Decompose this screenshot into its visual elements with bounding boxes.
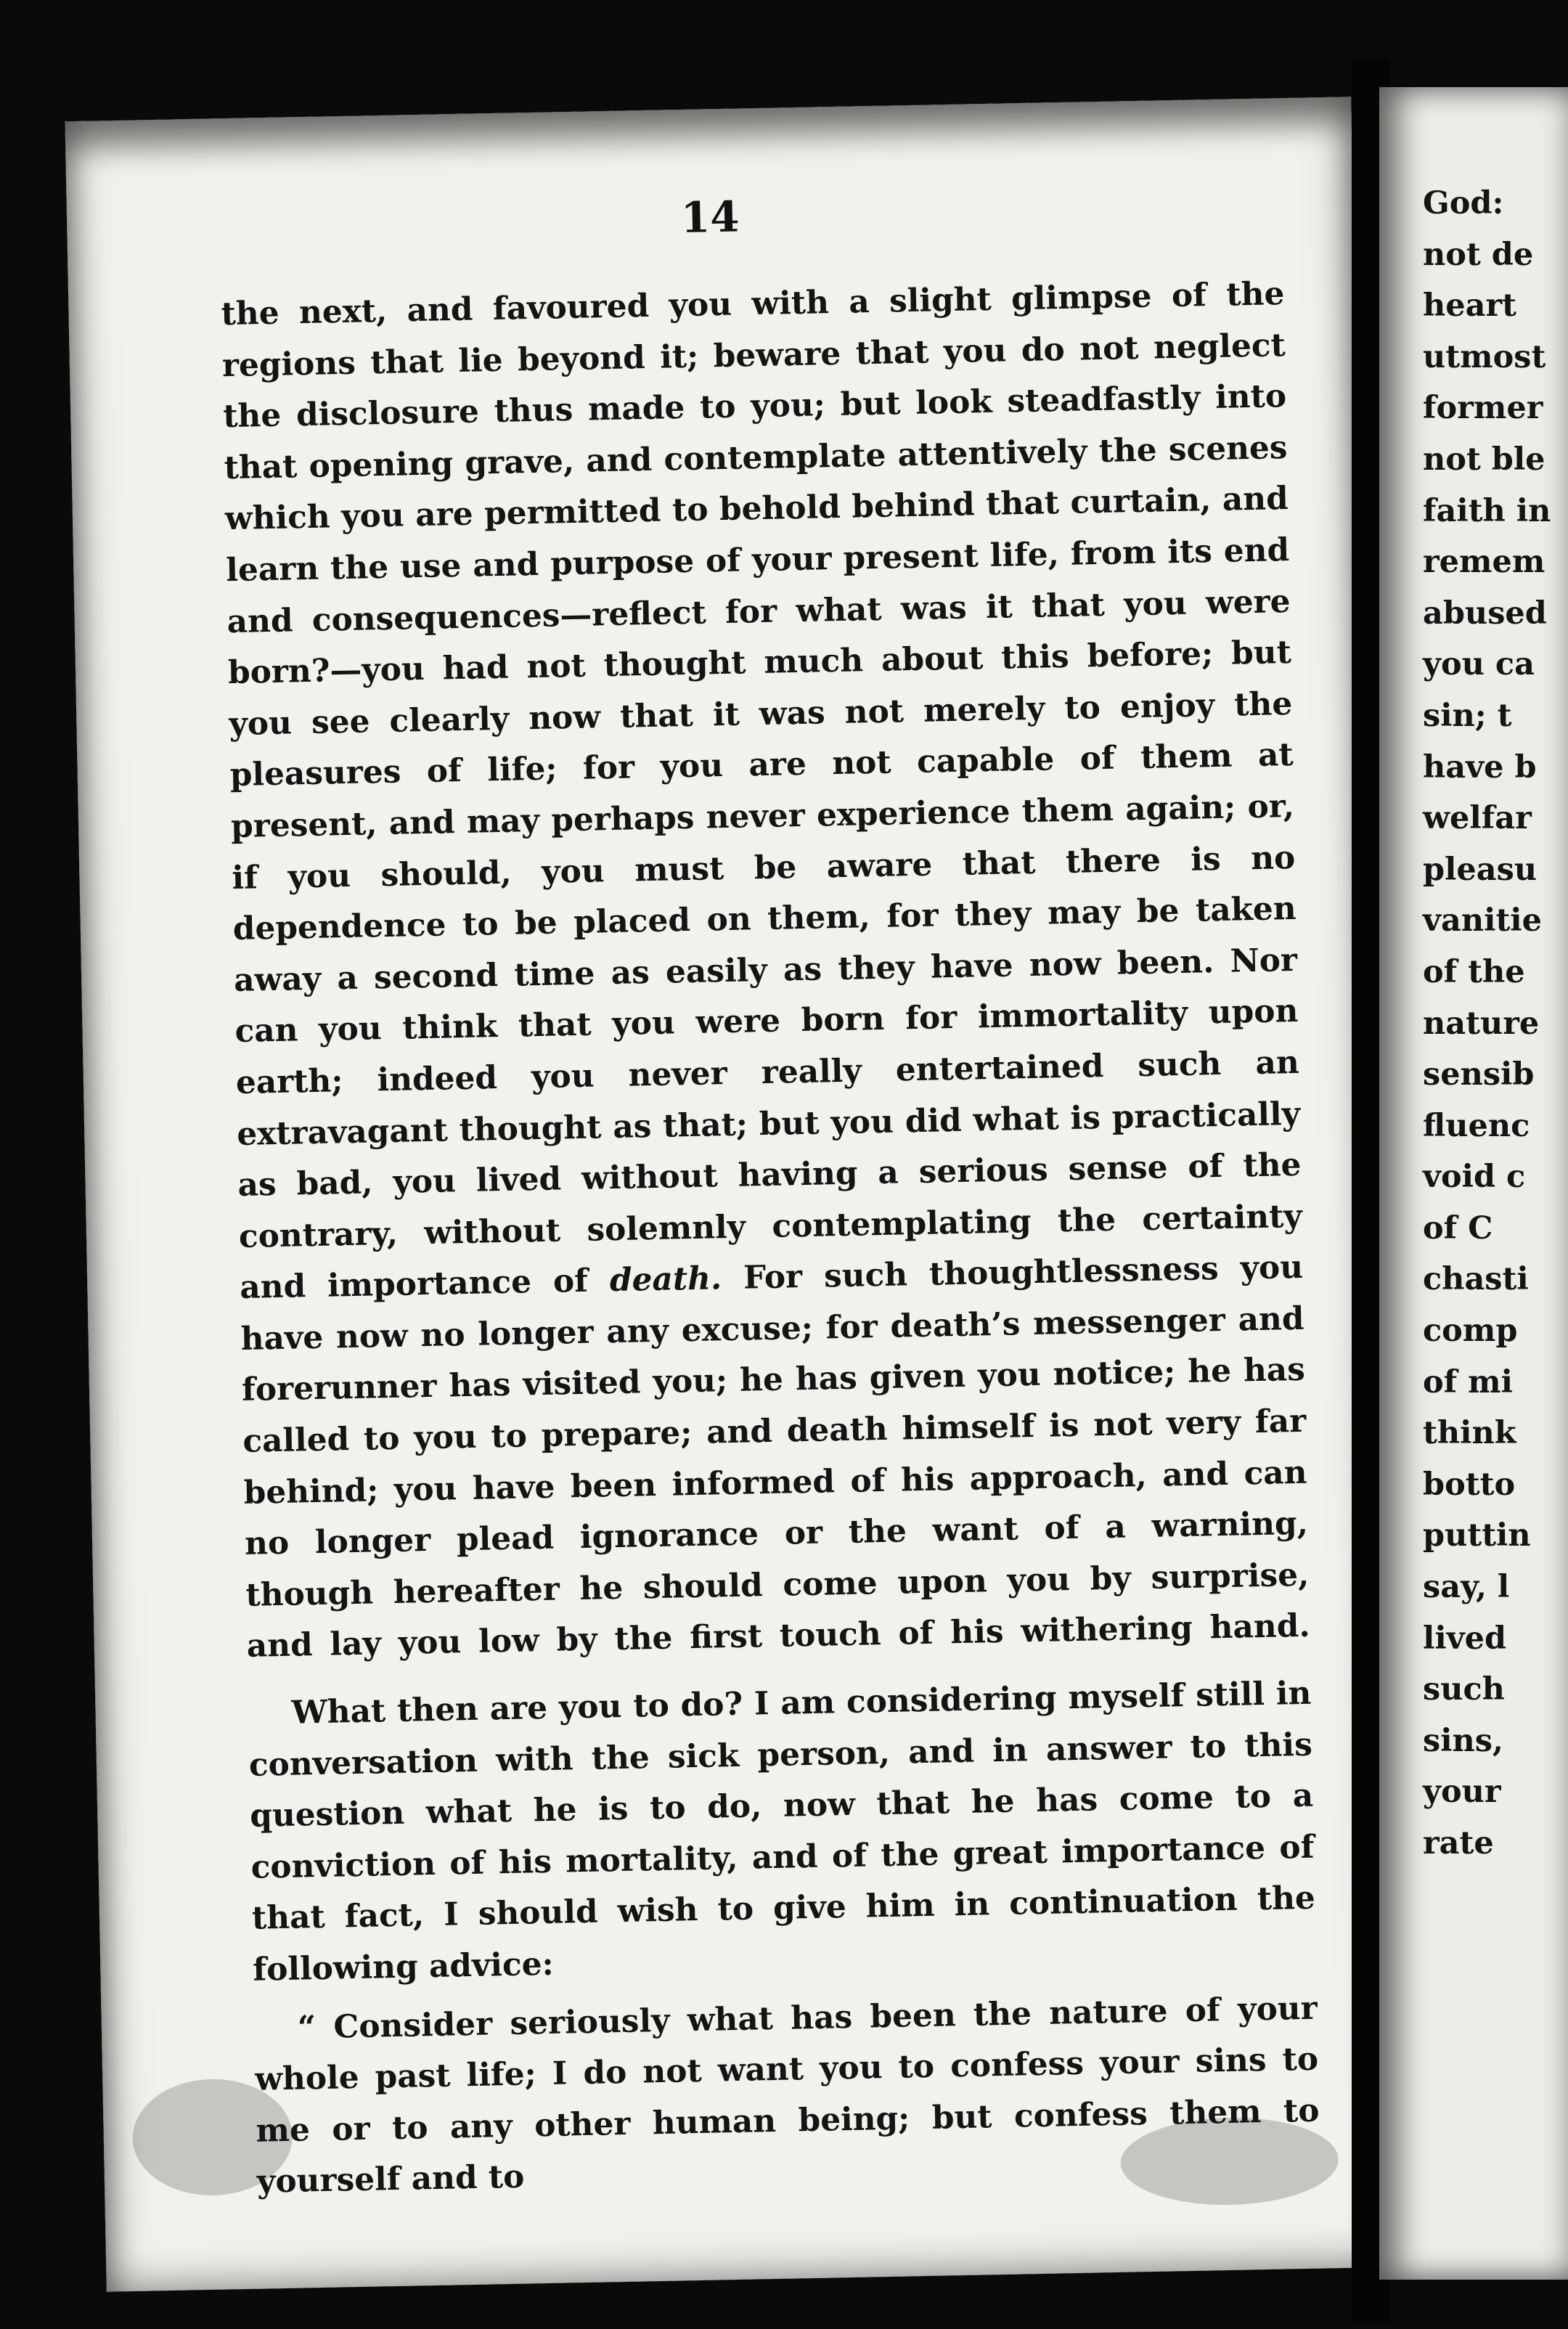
right-line: faith in — [1423, 492, 1551, 529]
left-page — [65, 97, 1392, 2291]
right-line: sins, — [1423, 1722, 1503, 1759]
paragraph-3: “ Consider seriously what has been the nature of your whole past life; I do not want you to confess your sins to me or to any other human being; but confess them to yourself and to — [254, 1989, 1320, 2201]
right-line: rate — [1423, 1825, 1494, 1861]
right-line: have b — [1423, 749, 1537, 786]
right-line: you ca — [1423, 646, 1535, 683]
right-line: say, l — [1423, 1569, 1510, 1606]
right-line: nature — [1423, 1005, 1540, 1042]
right-line: fluenc — [1423, 1107, 1530, 1144]
right-line: such — [1423, 1671, 1505, 1708]
right-line: comp — [1423, 1313, 1518, 1350]
paragraph-1-text-b: For such thoughtlessness you have now no longer any excuse; for death’s messenger and forerunner has visited you; he has given you notice; he has called to you to prepare; and death himself is not very far behind; you have been informed of his approach, and can no longer plead ignorance or the want of a warning, though hereafter he should come upon you by surprise, and lay you low by the first touch of his withering hand. — [240, 1249, 1311, 1665]
right-line: God: — [1423, 185, 1504, 221]
paragraph-2: What then are you to do? I am considering myself still in conversation with the sick person, and in answer to this question what he is to do, now that he has come to a conviction of his mortality, and of the great importance of that fact, I should wish to give him in continuation the following advice: — [248, 1674, 1316, 1989]
right-line: puttin — [1423, 1517, 1531, 1554]
right-line: remem — [1423, 544, 1545, 581]
right-line: welfar — [1423, 800, 1532, 837]
right-page-fragment — [1379, 87, 1568, 2280]
paragraph-1-text-a: the next, and favoured you with a slight glimpse of the regions that lie beyond it; beware that you do not neglect the disclosure thus made to you; but look steadfastly into that opening grave, and contemplate attentively the scenes which you are permitted to behold behind that curtain, and learn the use and purpose of your present life, from its end and consequences—reflect for what was it that you were born?—you had not thought much about this before; but you see clearly now that it was not merely to enjoy the pleasures of life; for you are not capable of them at present, and may perhaps never experience them again; or, if you should, you must be aware that there is no dependence to be placed on them, for they may be taken away a second time as easily as they have now been. Nor can you think that you were born for immortality upon earth; indeed you never really entertained such an extravagant thought as that; but you did what is practically as bad, you lived without having a serious sense of the contrary, without solemnly contemplating the certainty and importance of — [221, 275, 1303, 1307]
italic-word: death. — [609, 1260, 722, 1300]
right-line: vanitie — [1423, 902, 1543, 939]
right-line: not de — [1423, 236, 1534, 273]
right-line: sensib — [1423, 1056, 1535, 1093]
right-line: lived — [1423, 1620, 1507, 1657]
right-line: not ble — [1423, 441, 1545, 478]
right-line: chasti — [1423, 1261, 1529, 1298]
right-line: your — [1423, 1774, 1501, 1811]
right-line: pleasu — [1423, 851, 1538, 888]
page-number: 14 — [680, 192, 740, 243]
right-line: of C — [1423, 1210, 1493, 1247]
paragraph-1 — [221, 269, 1310, 1673]
right-line: of mi — [1423, 1363, 1513, 1400]
right-line: think — [1423, 1415, 1516, 1452]
body-text — [221, 269, 1320, 2208]
right-line: sin; t — [1423, 697, 1512, 734]
right-line: former — [1423, 390, 1543, 427]
right-line: botto — [1423, 1466, 1516, 1503]
right-line: abused — [1423, 595, 1547, 632]
right-line: of the — [1423, 953, 1525, 990]
right-page-text — [1423, 178, 1568, 1869]
right-line: heart — [1423, 287, 1516, 325]
right-line: void c — [1423, 1159, 1526, 1196]
right-line: utmost — [1423, 338, 1546, 375]
